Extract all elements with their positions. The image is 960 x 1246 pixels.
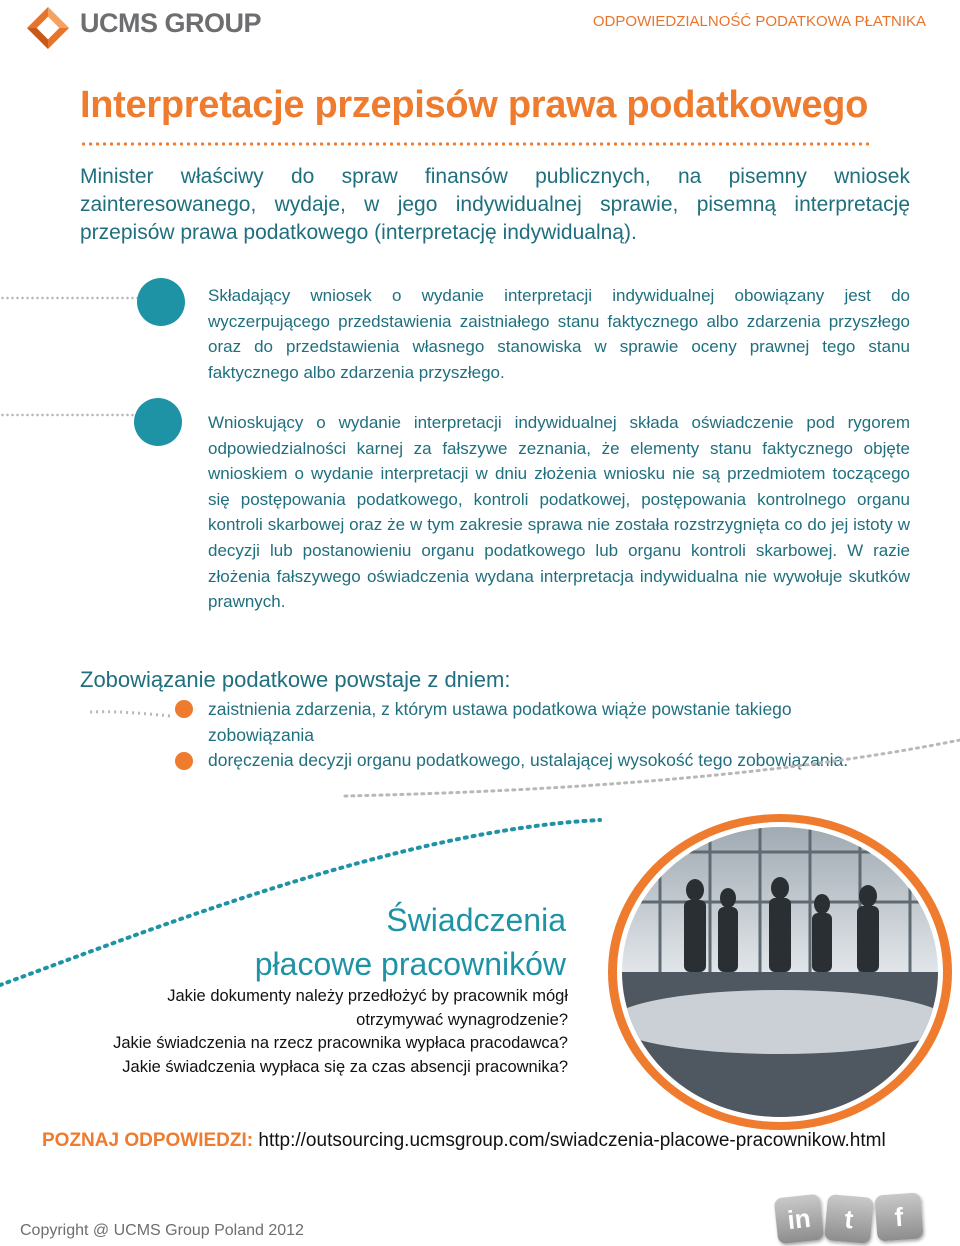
linkedin-icon[interactable]: in — [774, 1194, 825, 1245]
dotted-divider — [0, 296, 160, 300]
promo-title — [200, 898, 566, 986]
paragraph-statement: Wnioskujący o wydanie interpretacji indywidualnej składa oświadczenie pod rygorem odpowiedzialności karnej za fałszywe zeznania, że elementy stanu faktycznego objęte wnioskiem o wydanie interpretacji w dniu złożenia wniosku nie są przedmiotem toczącego się postępowania podatkowego, kontroli podatkowej, postępowania kontrolnego organu kontroli skarbowej oraz że w tym zakresie sprawa nie została rozstrzygnięta co do jej istoty w decyzji lub postanowieniu organu podatkowego lub organu kontroli skarbowej. W razie złożenia fałszywego oświadczenia wydana interpretacja indywidualna nie wywołuje skutków prawnych. — [208, 413, 910, 612]
page-title: Interpretacje przepisów prawa podatkowego — [80, 84, 868, 126]
obligation-heading: Zobowiązanie podatkowe powstaje z dniem: — [80, 667, 511, 692]
intro-paragraph: Minister właściwy do spraw finansów publicznych, na pisemny wniosek zainteresowanego, wydaje, w jego indywidualnej sprawie, pisemną interpretację przepisów prawa podatkowego (interpretację indywidualną). — [80, 165, 910, 244]
ucms-logo-icon — [26, 6, 70, 50]
copyright-text: Copyright @ UCMS Group Poland 2012 — [20, 1222, 304, 1239]
promo-title-line2: płacowe pracowników — [254, 946, 566, 982]
bullet-circle-icon — [137, 278, 185, 326]
promo-question: Jakie świadczenia wypłaca się za czas absencji pracownika? — [122, 1057, 568, 1076]
list-item: doręczenia decyzji organu podatkowego, ustalającej wysokość tego zobowiązania. — [208, 750, 849, 770]
promo-question: otrzymywać wynagrodzenie? — [356, 1010, 568, 1029]
promo-question: Jakie dokumenty należy przedłożyć by pracownik mógł — [167, 987, 568, 1005]
learn-more-link[interactable]: http://outsourcing.ucmsgroup.com/swiadczenia-placowe-pracownikow.html — [258, 1130, 886, 1151]
learn-more-label: POZNAJ ODPOWIEDZI: — [42, 1130, 254, 1151]
learn-more-line — [42, 1130, 886, 1152]
logo-text: UCMS GROUP — [80, 8, 262, 38]
bullet-circle-icon — [134, 398, 182, 446]
promo-title-line1: Świadczenia — [386, 902, 566, 938]
title-underline-dots — [80, 141, 872, 147]
list-item: zaistnienia zdarzenia, z którym ustawa podatkowa wiąże powstanie takiego zobowiązania — [208, 699, 792, 745]
twitter-icon[interactable]: t — [824, 1194, 874, 1244]
promo-questions — [30, 985, 568, 1079]
section-title: ODPOWIEDZIALNOŚĆ PODATKOWA PŁATNIKA — [592, 13, 926, 30]
facebook-icon[interactable]: f — [874, 1192, 923, 1241]
promo-question: Jakie świadczenia na rzecz pracownika wypłaca pracodawca? — [113, 1034, 568, 1052]
paragraph-applicant: Składający wniosek o wydanie interpretacji indywidualnej obowiązany jest do wyczerpującego przedstawienia zaistniałego stanu faktycznego albo zdarzenia przyszłego oraz do przedstawienia własnego stanowiska w sprawie oceny prawnej tego stanu faktycznego albo zdarzenia przyszłego. — [208, 286, 910, 382]
business-meeting-photo — [600, 812, 955, 1132]
